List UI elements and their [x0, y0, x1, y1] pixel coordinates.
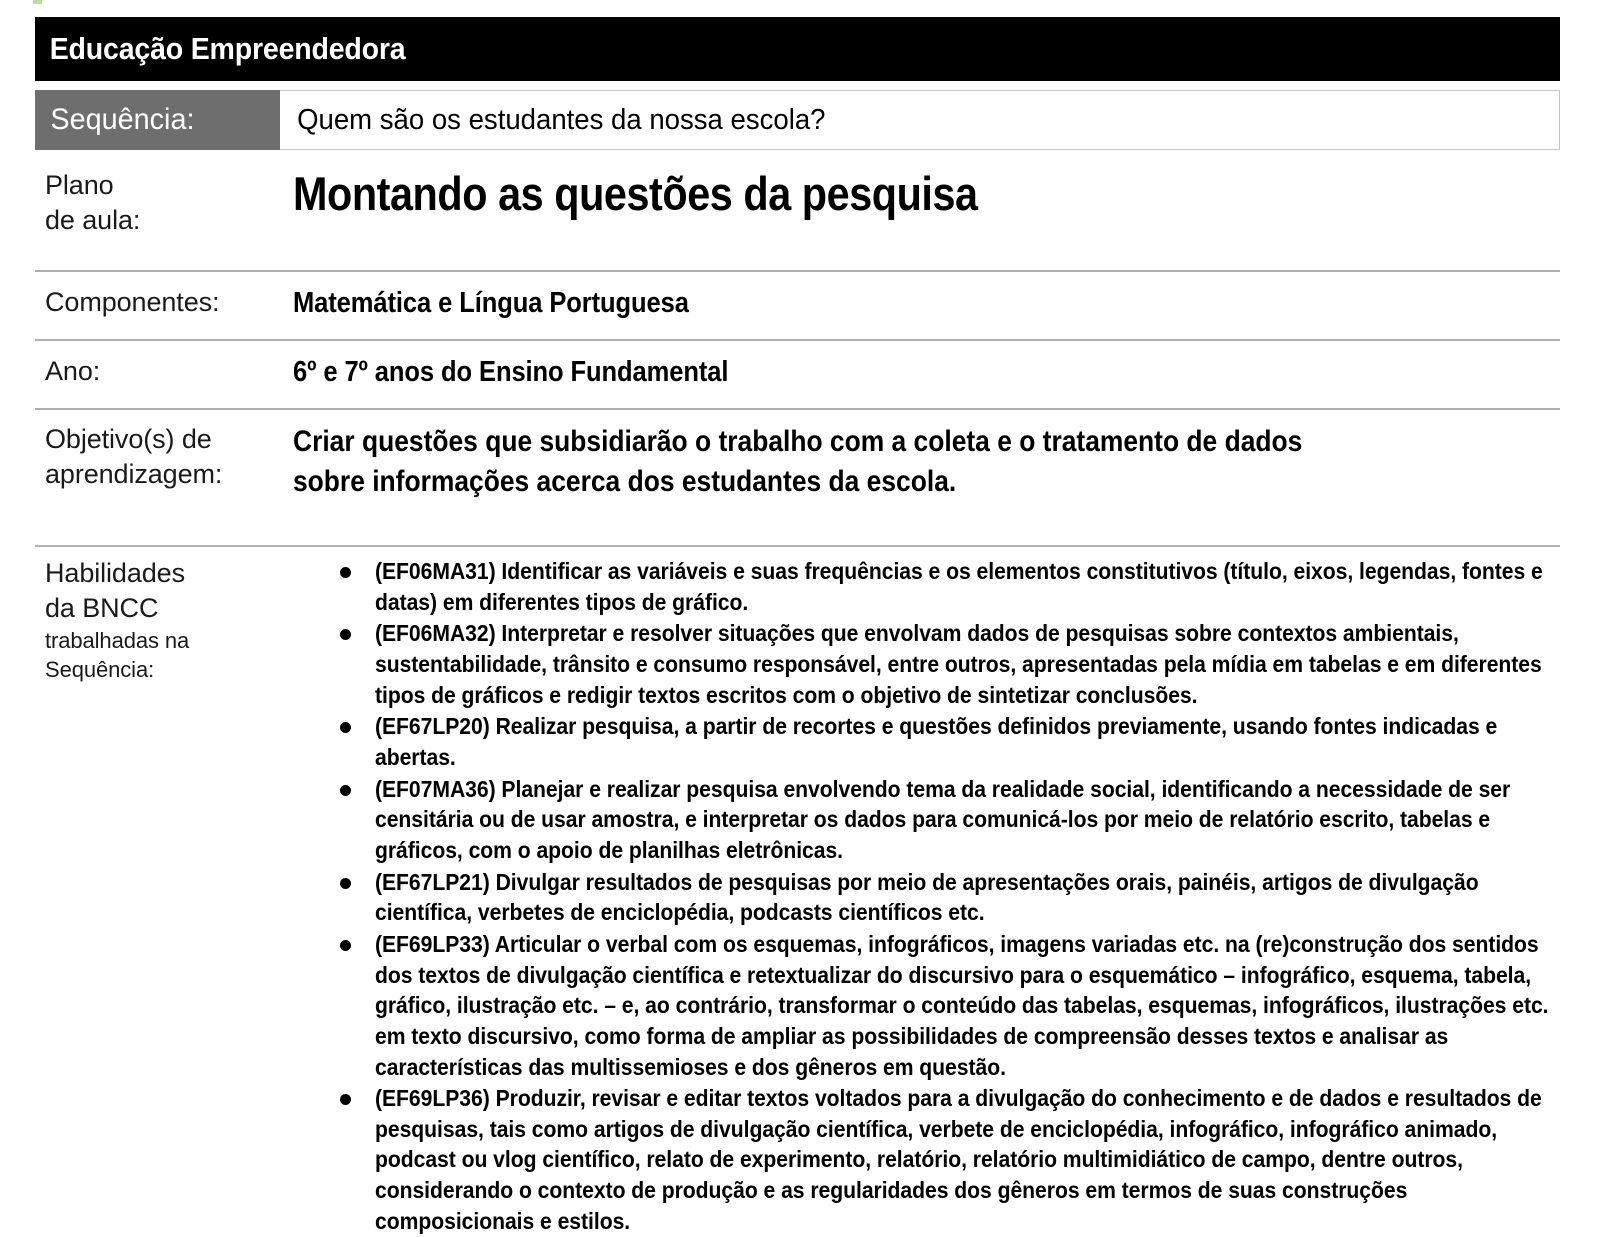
objectives-value-line1: Criar questões que subsidiarão o trabalho com a coleta e o tratamento de dados — [293, 425, 1303, 458]
list-item — [293, 929, 1560, 1082]
bncc-label-small-line2: Sequência: — [45, 657, 155, 683]
lesson-plan-label-line2: de aula: — [45, 205, 141, 236]
lesson-plan-value-cell — [288, 168, 1560, 238]
objectives-value-cell — [288, 422, 1560, 501]
bncc-skill-text: (EF69LP33) Articular o verbal com os esquemas, infográficos, imagens variadas etc. na (re)construção dos sentidos dos textos de divulgação científica e retextualizar do discursivo para o esquemático – infográfico, esquema, tabela, gráfico, ilustração etc. – e, ao contrário, transformar o conteúdo das tabelas, esquemas, infográficos, ilustrações etc. em texto discursivo, como forma de ampliar as possibilidades de compreensão desses textos e analisar as características das multissemioses e dos gêneros em questão. — [375, 930, 1549, 1080]
objectives-label — [35, 422, 288, 501]
objectives-label-line2: aprendizagem: — [45, 459, 223, 490]
program-banner — [35, 17, 1560, 81]
list-item — [293, 711, 1560, 772]
objectives-row — [35, 422, 1560, 501]
year-value-cell — [288, 354, 1560, 391]
bullet-icon — [340, 878, 351, 889]
bncc-skills-value-cell — [288, 556, 1560, 1237]
list-item — [293, 556, 1560, 617]
bncc-skills-label — [35, 556, 288, 1237]
bullet-icon — [340, 785, 351, 796]
objectives-value-line2: sobre informações acerca dos estudantes da escola. — [293, 464, 957, 498]
bncc-label-line1: Habilidades — [45, 558, 185, 588]
bncc-skill-text: (EF07MA36) Planejar e realizar pesquisa envolvendo tema da realidade social, identificando a necessidade de ser censitária ou de usar amostra, e interpretar os dados para comunicá-los por meio de relatório escrito, tabelas e gráficos, com o apoio de planilhas eletrônicas. — [375, 775, 1511, 863]
list-item — [293, 1083, 1560, 1236]
bncc-label-line2: da BNCC — [45, 593, 159, 624]
bncc-skill-text: (EF67LP21) Divulgar resultados de pesquisas por meio de apresentações orais, painéis, artigos de divulgação científica, verbetes de enciclopédia, podcasts científicos etc. — [375, 868, 1479, 926]
bullet-icon — [340, 1094, 351, 1105]
divider-objetivos — [35, 408, 1560, 410]
components-value-cell — [288, 285, 1560, 322]
sequence-value-cell — [280, 90, 1560, 150]
divider-habilidades — [35, 545, 1560, 547]
year-label: Ano: — [45, 356, 101, 386]
components-label: Componentes: — [45, 287, 220, 317]
divider-componentes — [35, 270, 1560, 272]
program-banner-title: Educação Empreendedora — [49, 31, 406, 66]
sequence-label: Sequência: — [50, 103, 195, 136]
bncc-skill-text: (EF06MA32) Interpretar e resolver situações que envolvam dados de pesquisas sobre contextos ambientais, sustentabilidade, trânsito e consumo responsável, entre outros, apresentadas pela mídia em tabelas e em diferentes tipos de gráficos e redigir textos escritos com o objetivo de sintetizar conclusões. — [375, 620, 1542, 708]
bullet-icon — [340, 629, 351, 640]
sequence-label-cell — [35, 90, 280, 150]
sequence-value: Quem são os estudantes da nossa escola? — [297, 103, 826, 136]
year-row — [35, 354, 1560, 391]
sequence-row — [35, 90, 1560, 150]
divider-ano — [35, 339, 1560, 341]
list-item — [293, 774, 1560, 866]
page-title: Montando as questões da pesquisa — [293, 167, 978, 220]
bncc-skill-text: (EF06MA31) Identificar as variáveis e suas frequências e os elementos constitutivos (título, eixos, legendas, fontes e datas) em diferentes tipos de gráfico. — [375, 558, 1543, 615]
lesson-plan-row — [35, 168, 1560, 238]
list-item — [293, 867, 1560, 928]
bncc-skills-row — [35, 556, 1560, 1237]
bncc-skill-text: (EF69LP36) Produzir, revisar e editar textos voltados para a divulgação do conhecimento e de dados e resultados de pesquisas, tais como artigos de divulgação científica, verbete de enciclopédia, infográfico, infográfico animado, podcast ou vlog científico, relato de experimento, relatório, relatório multimidiático de campo, dentre outros, considerando o contexto de produção e as regularidades dos gêneros em termos de suas construções composicionais e estilos. — [375, 1085, 1542, 1234]
bncc-label-small-line1: trabalhadas na — [45, 628, 190, 654]
lesson-plan-label-line1: Plano — [45, 170, 114, 200]
components-row — [35, 285, 1560, 322]
bullet-icon — [340, 567, 351, 578]
lesson-plan-label — [35, 168, 288, 238]
bullet-icon — [340, 940, 351, 951]
bncc-skills-list — [293, 556, 1560, 1236]
year-value: 6º e 7º anos do Ensino Fundamental — [293, 356, 729, 388]
bncc-skill-text: (EF67LP20) Realizar pesquisa, a partir de recortes e questões definidos previamente, usando fontes indicadas e abertas. — [375, 713, 1498, 770]
list-item — [293, 618, 1560, 710]
page-corner-artifact — [33, 0, 42, 4]
bullet-icon — [340, 722, 351, 733]
components-value: Matemática e Língua Portuguesa — [293, 287, 689, 319]
objectives-label-line1: Objetivo(s) de — [45, 424, 212, 454]
